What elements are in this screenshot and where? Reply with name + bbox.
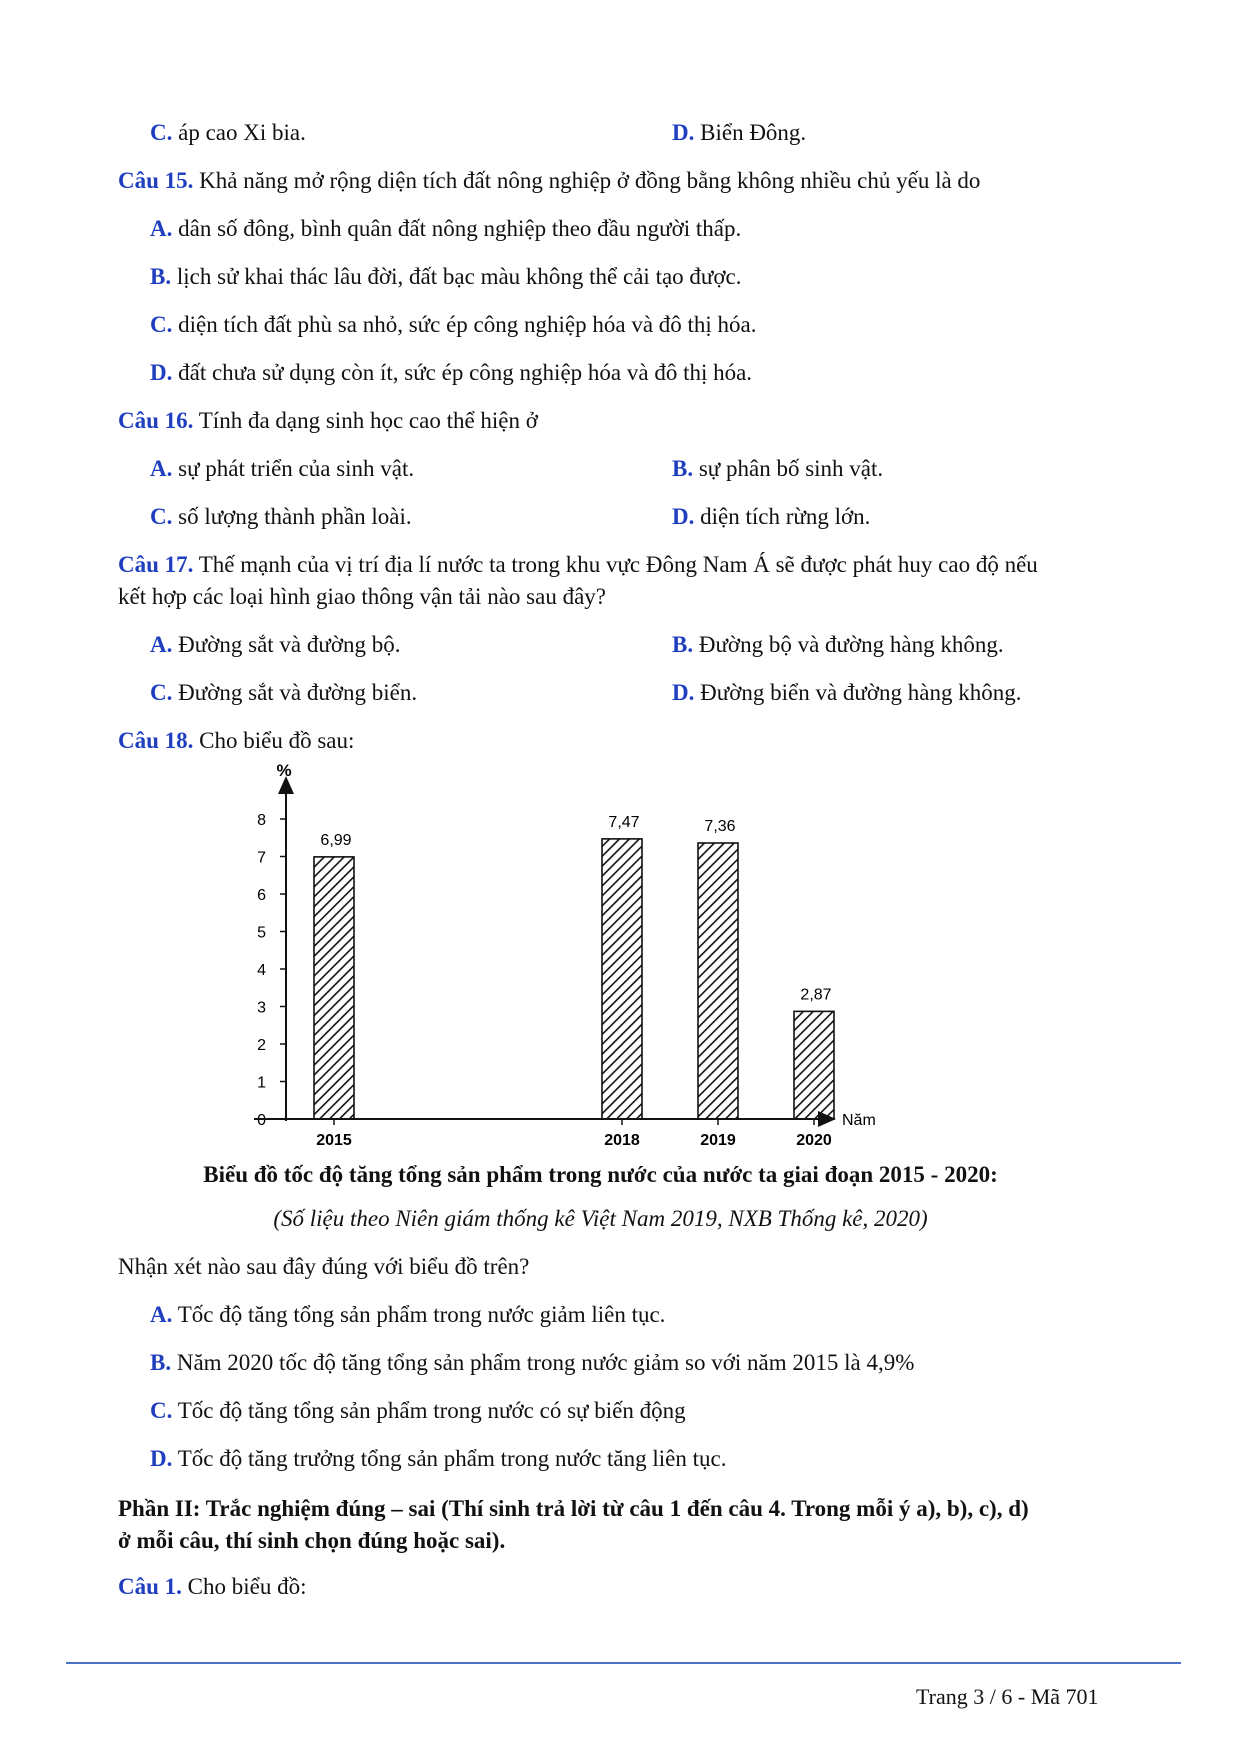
y-tick-label: 5 [257,924,266,942]
y-tick-label: 3 [257,999,266,1017]
gdp-growth-bar-chart [230,762,990,1162]
bar-2018 [602,839,642,1119]
y-axis-label: % [276,762,292,780]
q18-question: Nhận xét nào sau đây đúng với biểu đồ trên? [118,1254,530,1279]
q16-option-c: C. số lượng thành phần loài. [150,504,412,529]
q15-stem: Câu 15. Khả năng mở rộng diện tích đất nông nghiệp ở đồng bằng không nhiều chủ yếu là do [118,168,981,193]
part2-heading-cont: ở mỗi câu, thí sinh chọn đúng hoặc sai). [118,1528,506,1553]
y-axis-ticks [257,812,286,1129]
y-tick-label: 7 [257,849,266,867]
q17-option-d: D. Đường biển và đường hàng không. [672,680,1022,705]
y-tick-label: 0 [257,1112,266,1129]
q15-option-d: D. đất chưa sử dụng còn ít, sức ép công nghiệp hóa và đô thị hóa. [150,360,753,385]
q14-option-c: C. áp cao Xi bia. [150,120,306,145]
q15-option-c: C. diện tích đất phù sa nhỏ, sức ép công nghiệp hóa và đô thị hóa. [150,312,757,337]
q18-stem: Câu 18. Cho biểu đồ sau: [118,728,355,753]
q17-option-c: C. Đường sắt và đường biển. [150,680,418,705]
bar-value-labels [320,814,831,1004]
q16-option-d: D. diện tích rừng lớn. [672,504,871,529]
q17-stem-cont: kết hợp các loại hình giao thông vận tải nào sau đây? [118,584,606,609]
bar-2015 [314,857,354,1119]
x-tick-label-2020: 2020 [796,1132,832,1149]
y-tick-label: 2 [257,1037,266,1054]
footer-rule [66,1662,1181,1664]
y-tick-label: 6 [257,887,266,904]
bar-value-label-2018: 7,47 [608,813,640,831]
bar-value-label-2015: 6,99 [320,831,352,849]
bar-value-label-2020: 2,87 [800,986,832,1004]
y-tick-label: 8 [257,812,266,829]
page-number: Trang 3 / 6 - Mã 701 [916,1684,1099,1709]
x-tick-label-2018: 2018 [604,1132,640,1149]
q15-option-a: A. dân số đông, bình quân đất nông nghiệp theo đầu người thấp. [150,216,742,241]
q14-option-d: D. Biển Đông. [672,120,807,145]
q15-option-b: B. lịch sử khai thác lâu đời, đất bạc màu không thể cải tạo được. [150,264,742,289]
q17-option-b: B. Đường bộ và đường hàng không. [672,632,1004,657]
x-axis-ticks [316,1119,832,1149]
y-tick-label: 4 [257,962,266,979]
q18-option-a: A. Tốc độ tăng tổng sản phẩm trong nước giảm liên tục. [150,1302,666,1327]
chart-caption: Biểu đồ tốc độ tăng tổng sản phẩm trong nước của nước ta giai đoạn 2015 - 2020: [203,1162,998,1187]
part2-q1-stem: Câu 1. Cho biểu đồ: [118,1574,307,1599]
q17-option-a: A. Đường sắt và đường bộ. [150,632,401,657]
bar-2020 [794,1011,834,1119]
q17-stem: Câu 17. Thế mạnh của vị trí địa lí nước ta trong khu vực Đông Nam Á sẽ được phát huy cao độ nếu [118,552,1038,577]
bar-value-label-2019: 7,36 [704,818,736,835]
q18-option-b: B. Năm 2020 tốc độ tăng tổng sản phẩm trong nước giảm so với năm 2015 là 4,9% [150,1350,915,1375]
x-axis-label: Năm [842,1112,876,1129]
x-tick-label-2019: 2019 [700,1132,736,1149]
x-tick-label-2015: 2015 [316,1132,352,1149]
q16-option-a: A. sự phát triển của sinh vật. [150,456,415,481]
y-tick-label: 1 [257,1074,266,1092]
q18-option-d: D. Tốc độ tăng trưởng tổng sản phẩm trong nước tăng liên tục. [150,1446,727,1471]
bars [314,839,834,1119]
q16-stem: Câu 16. Tính đa dạng sinh học cao thể hiện ở [118,408,538,433]
chart-source: (Số liệu theo Niên giám thống kê Việt Nam 2019, NXB Thống kê, 2020) [273,1206,928,1231]
q18-option-c: C. Tốc độ tăng tổng sản phẩm trong nước có sự biến động [150,1398,686,1423]
q16-option-b: B. sự phân bố sinh vật. [672,456,884,481]
bar-2019 [698,843,738,1119]
part2-heading: Phần II: Trắc nghiệm đúng – sai (Thí sinh trả lời từ câu 1 đến câu 4. Trong mỗi ý a), b), c), d) [118,1496,1029,1521]
